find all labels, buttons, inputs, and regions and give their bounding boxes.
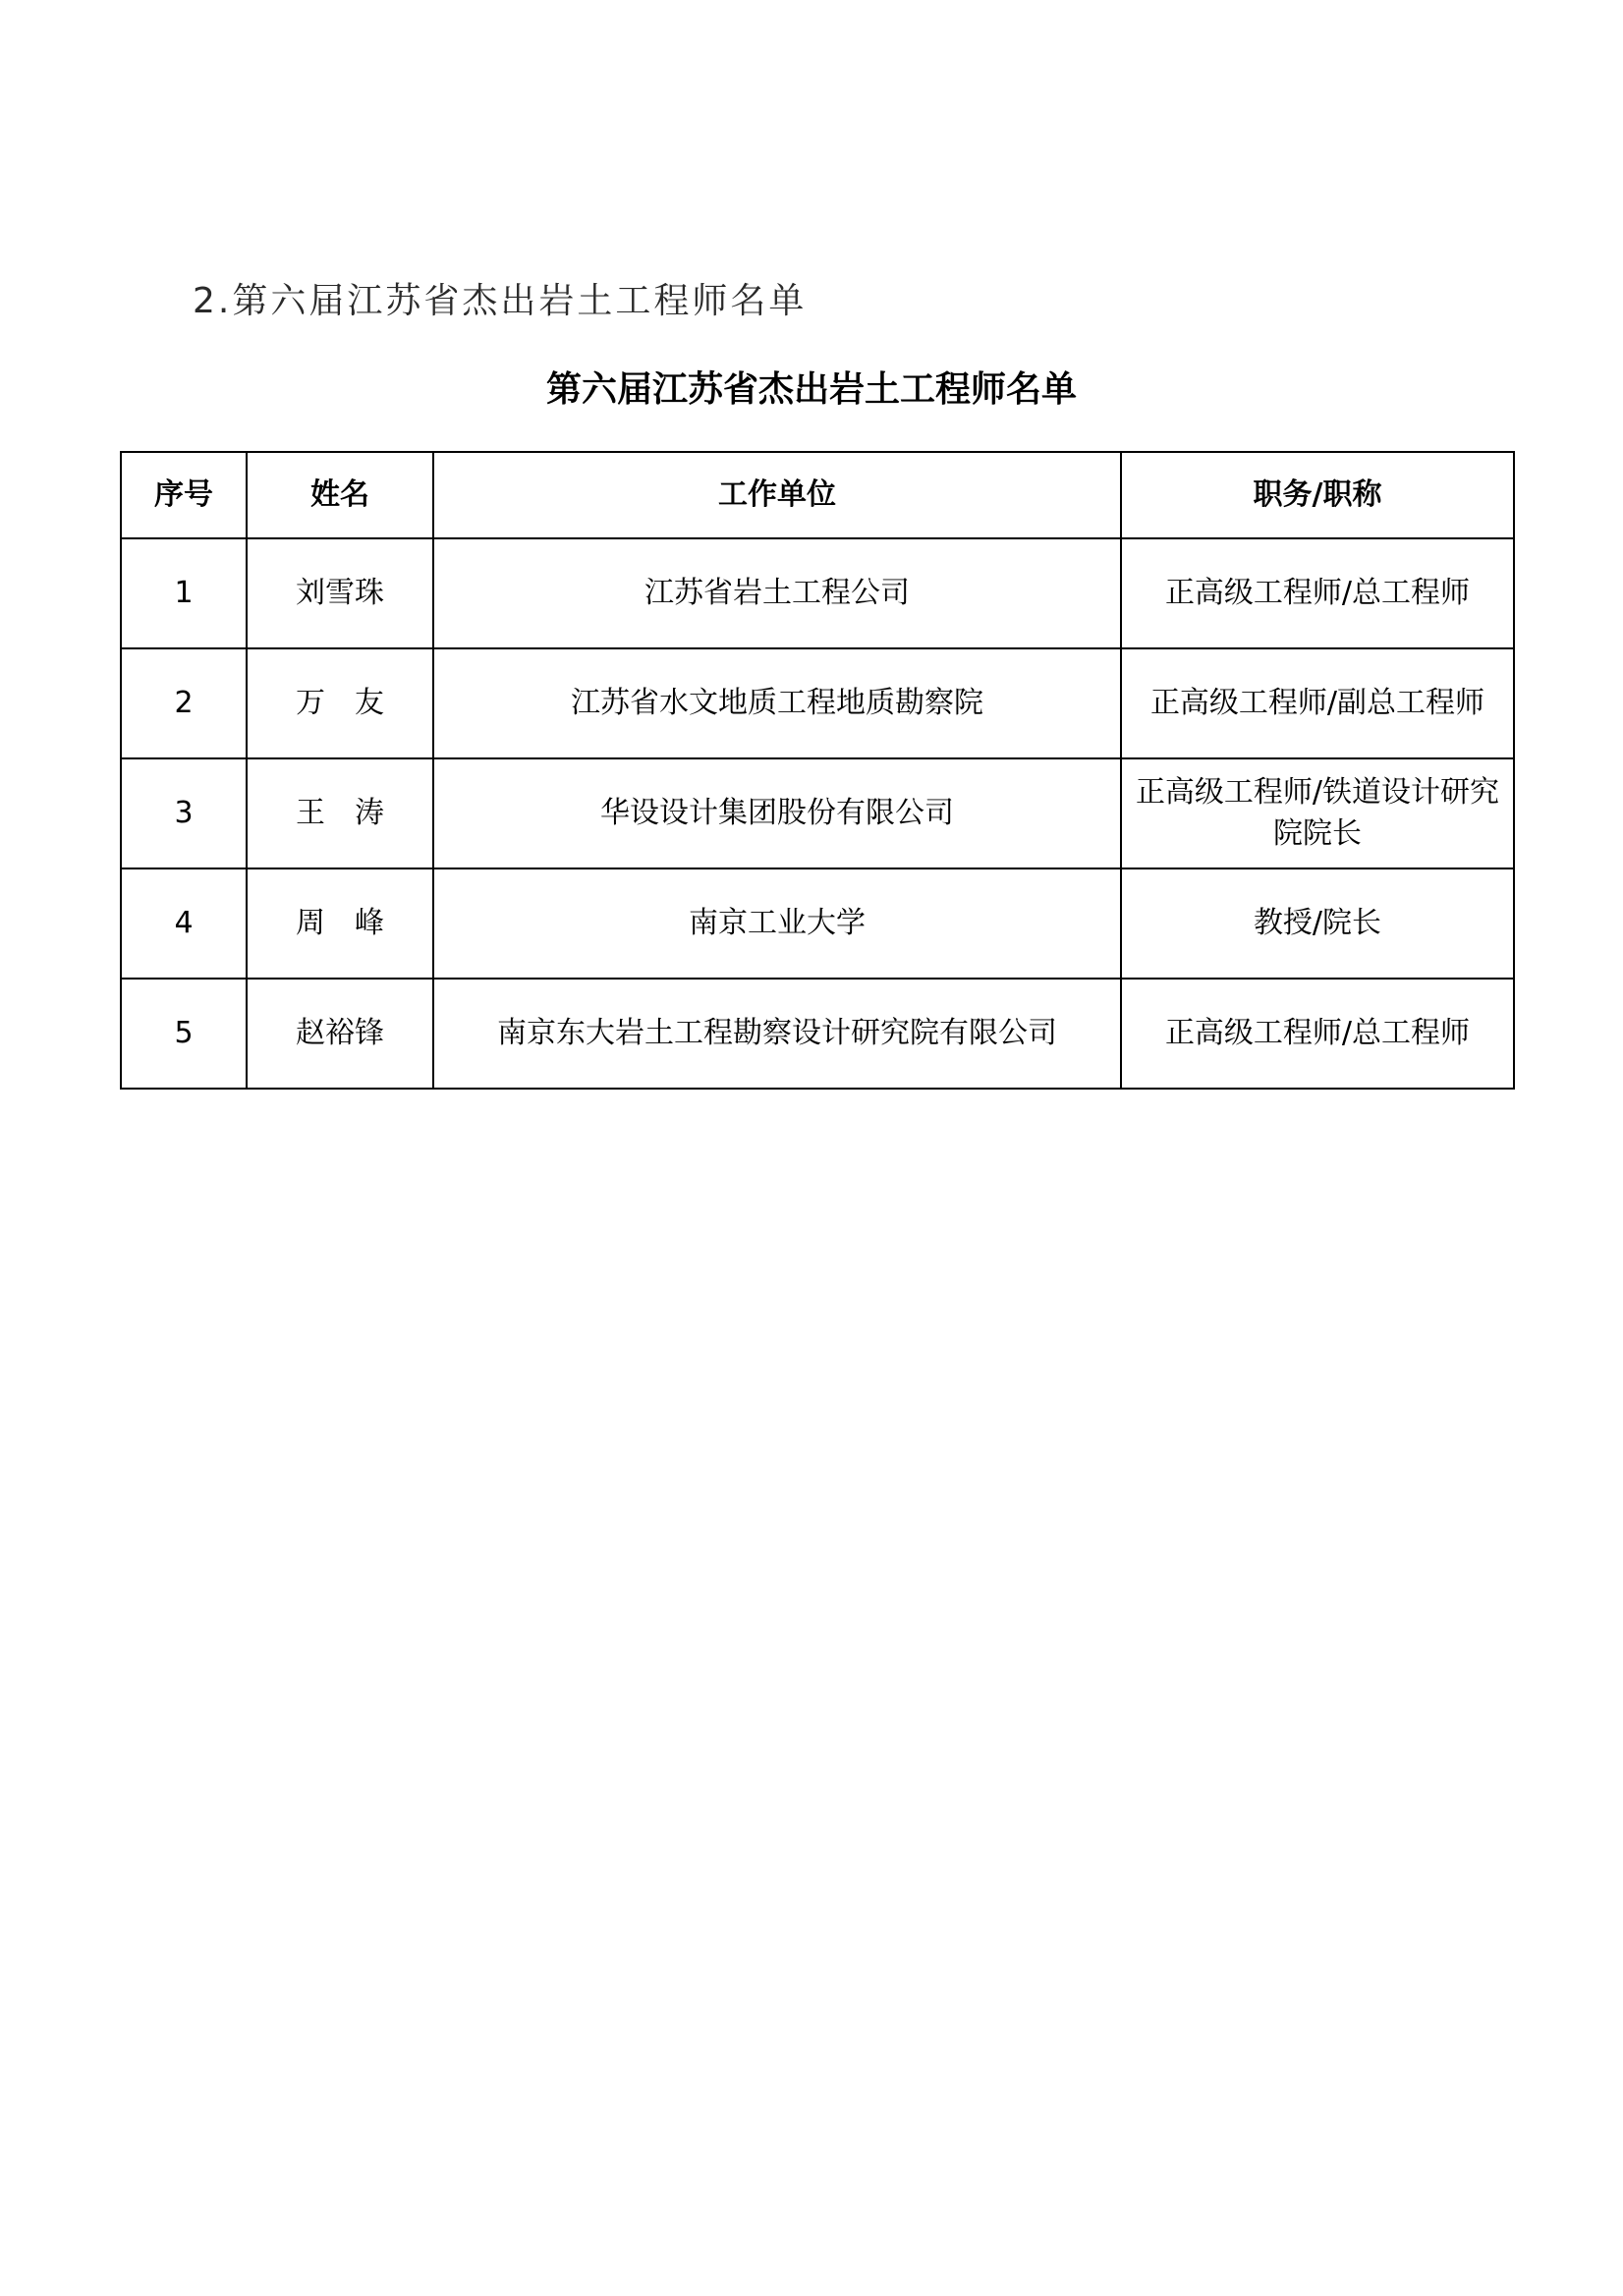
engineer-list-table [120,451,1515,1090]
cell-unit: 江苏省岩土工程公司 [433,538,1121,648]
cell-name: 王 涛 [247,758,433,868]
cell-unit: 华设设计集团股份有限公司 [433,758,1121,868]
header-name: 姓名 [247,452,433,538]
cell-title: 教授/院长 [1121,868,1514,979]
cell-number: 5 [121,979,247,1089]
table-row [121,538,1514,648]
section-heading: 2.第六届江苏省杰出岩土工程师名单 [193,281,808,321]
table-row [121,648,1514,758]
cell-unit: 南京工业大学 [433,868,1121,979]
cell-title: 正高级工程师/副总工程师 [1121,648,1514,758]
cell-name: 刘雪珠 [247,538,433,648]
cell-title: 正高级工程师/总工程师 [1121,979,1514,1089]
header-number: 序号 [121,452,247,538]
cell-number: 1 [121,538,247,648]
cell-name: 周 峰 [247,868,433,979]
cell-number: 4 [121,868,247,979]
table-title: 第六届江苏省杰出岩土工程师名单 [545,369,1077,410]
table-header-row [121,452,1514,538]
cell-unit: 江苏省水文地质工程地质勘察院 [433,648,1121,758]
header-unit: 工作单位 [433,452,1121,538]
table-row [121,979,1514,1089]
table-row [121,868,1514,979]
header-title: 职务/职称 [1121,452,1514,538]
table-row [121,758,1514,868]
cell-title: 正高级工程师/总工程师 [1121,538,1514,648]
cell-number: 2 [121,648,247,758]
cell-title: 正高级工程师/铁道设计研究院院长 [1121,758,1514,868]
cell-name: 赵裕锋 [247,979,433,1089]
cell-number: 3 [121,758,247,868]
cell-name: 万 友 [247,648,433,758]
cell-unit: 南京东大岩土工程勘察设计研究院有限公司 [433,979,1121,1089]
